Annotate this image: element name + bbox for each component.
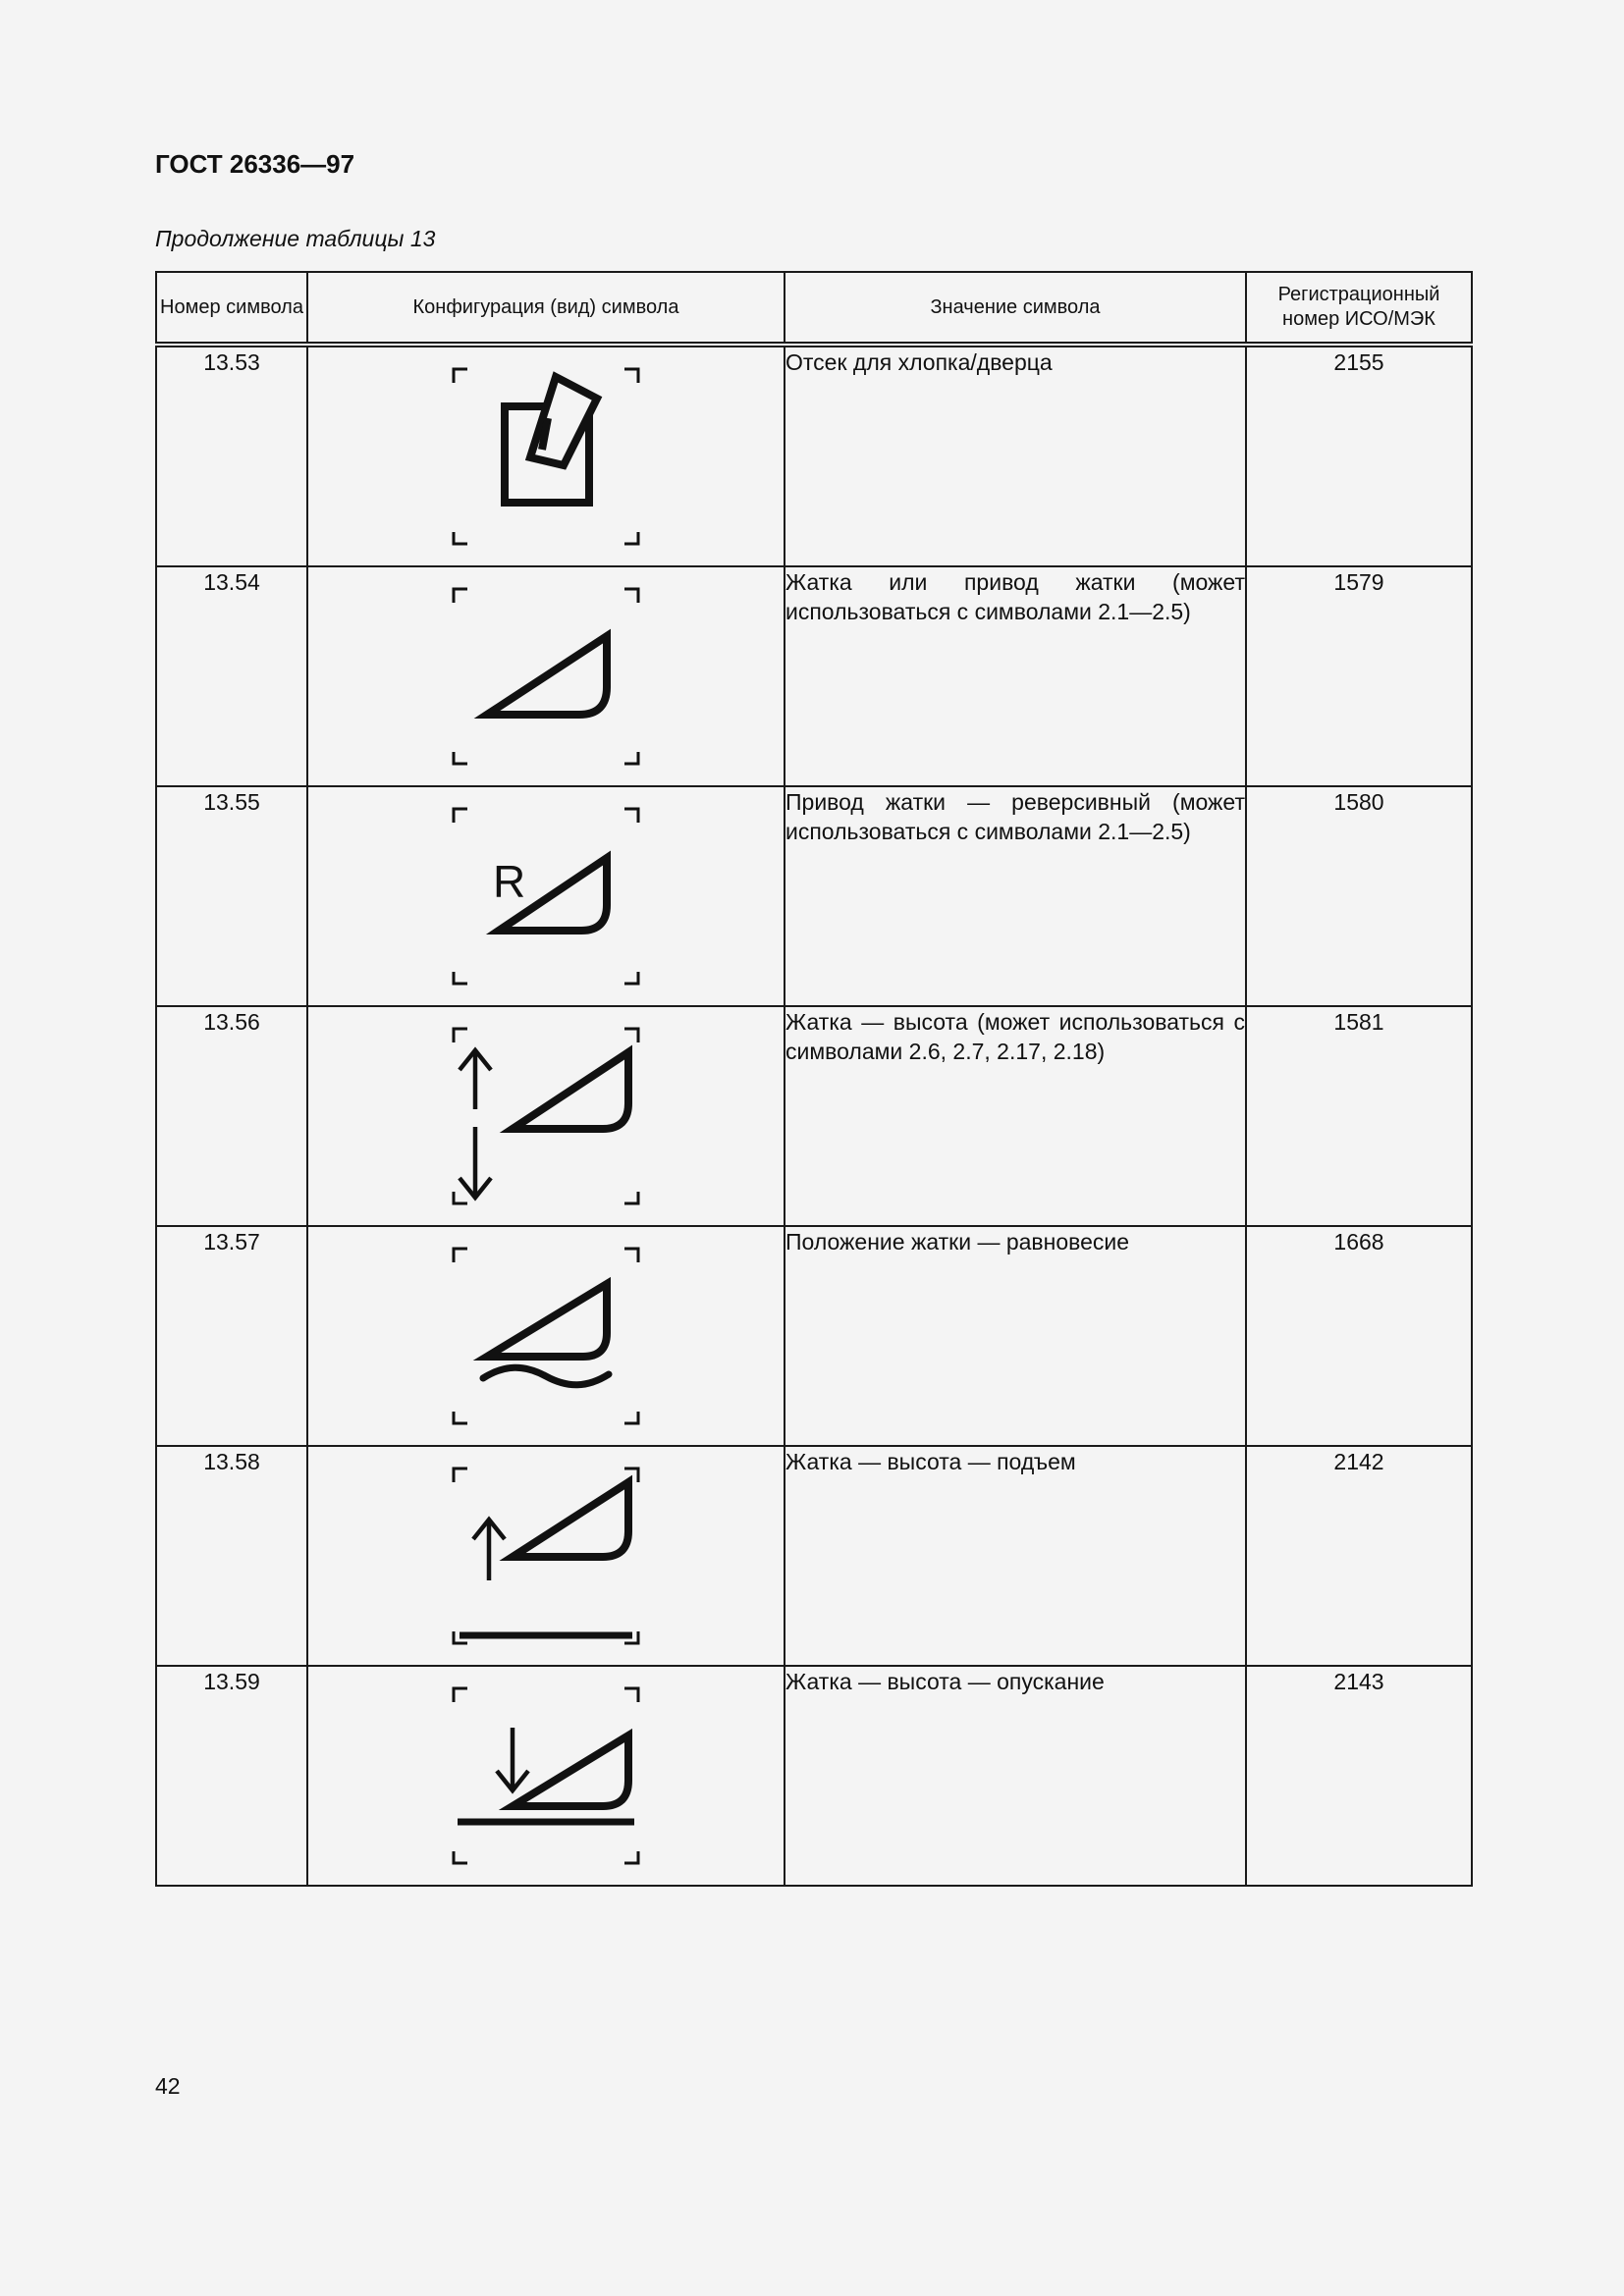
symbol-figure xyxy=(307,1226,785,1446)
symbols-table xyxy=(155,271,1473,1887)
symbol-number: 13.54 xyxy=(156,566,307,786)
cotton-compartment-door-icon xyxy=(448,347,644,565)
reverse-letter: R xyxy=(493,856,526,907)
symbol-figure xyxy=(307,1446,785,1666)
registration-number: 1668 xyxy=(1246,1226,1472,1446)
table-row xyxy=(156,1006,1472,1226)
symbol-meaning: Жатка — высота — опускание xyxy=(785,1666,1246,1886)
registration-number: 1580 xyxy=(1246,786,1472,1006)
symbol-meaning: Привод жатки — реверсивный (может использоваться с символами 2.1—2.5) xyxy=(785,786,1246,1006)
registration-number: 2155 xyxy=(1246,345,1472,566)
header-reverse-icon xyxy=(448,787,644,1005)
header-raise-icon xyxy=(448,1447,644,1665)
table-row xyxy=(156,786,1472,1006)
registration-number: 1581 xyxy=(1246,1006,1472,1226)
table-row xyxy=(156,1666,1472,1886)
document-header: ГОСТ 26336—97 xyxy=(155,149,355,179)
symbol-figure xyxy=(307,1006,785,1226)
header-configuration: Конфигурация (вид) символа xyxy=(307,272,785,345)
symbol-figure xyxy=(307,1666,785,1886)
symbol-meaning: Отсек для хлопка/дверца xyxy=(785,345,1246,566)
symbol-meaning: Положение жатки — равновесие xyxy=(785,1226,1246,1446)
symbol-number: 13.59 xyxy=(156,1666,307,1886)
registration-number: 1579 xyxy=(1246,566,1472,786)
page-number: 42 xyxy=(155,2073,181,2099)
symbol-number: 13.57 xyxy=(156,1226,307,1446)
table-row xyxy=(156,1446,1472,1666)
symbol-meaning: Жатка — высота — подъем xyxy=(785,1446,1246,1666)
header-lower-icon xyxy=(448,1667,644,1885)
symbol-meaning: Жатка или привод жатки (может использоваться с символами 2.1—2.5) xyxy=(785,566,1246,786)
registration-number: 2143 xyxy=(1246,1666,1472,1886)
symbol-figure xyxy=(307,786,785,1006)
symbol-number: 13.55 xyxy=(156,786,307,1006)
header-float-icon xyxy=(448,1227,644,1445)
table-row xyxy=(156,566,1472,786)
table-row xyxy=(156,1226,1472,1446)
registration-number: 2142 xyxy=(1246,1446,1472,1666)
symbol-meaning: Жатка — высота (может использоваться с символами 2.6, 2.7, 2.17, 2.18) xyxy=(785,1006,1246,1226)
table-row xyxy=(156,345,1472,566)
symbol-figure xyxy=(307,345,785,566)
header-icon xyxy=(448,567,644,785)
table-caption: Продолжение таблицы 13 xyxy=(155,226,436,251)
header-number: Номер символа xyxy=(156,272,307,345)
header-meaning: Значение символа xyxy=(785,272,1246,345)
header-height-icon xyxy=(448,1007,644,1225)
symbol-number: 13.56 xyxy=(156,1006,307,1226)
header-registration: Регистрационный номер ИСО/МЭК xyxy=(1246,272,1472,345)
table-header-row xyxy=(156,272,1472,345)
symbol-number: 13.53 xyxy=(156,345,307,566)
symbol-figure xyxy=(307,566,785,786)
symbol-number: 13.58 xyxy=(156,1446,307,1666)
